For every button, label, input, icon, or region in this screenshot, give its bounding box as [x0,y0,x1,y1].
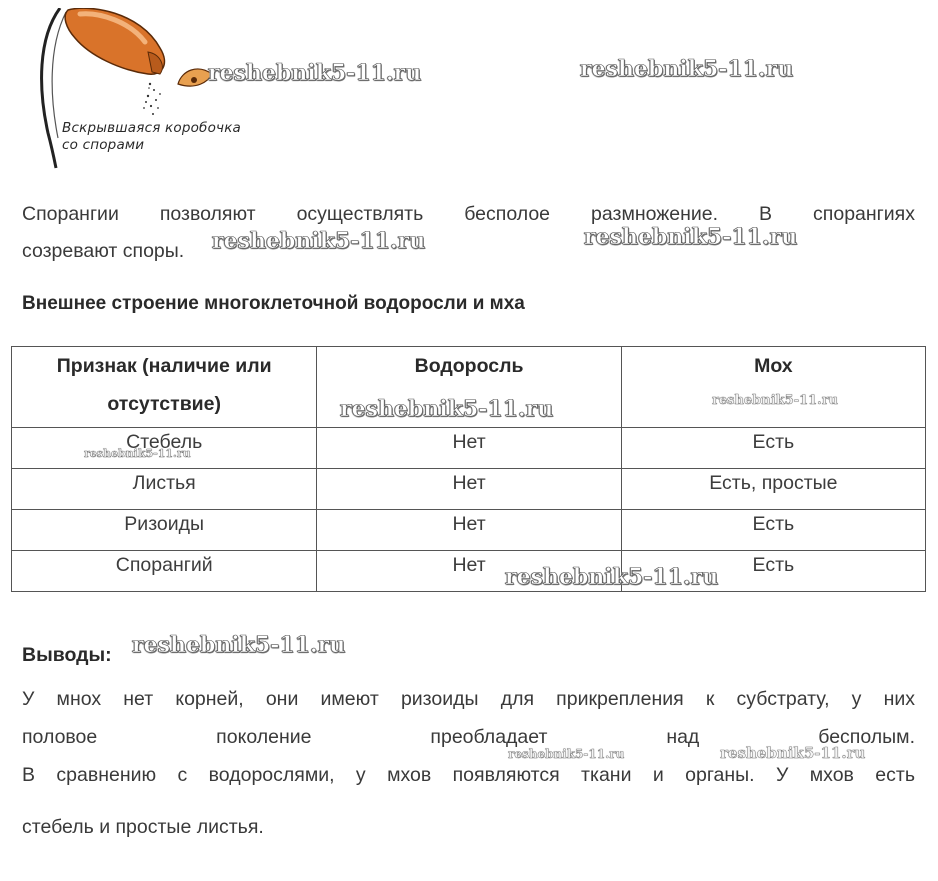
table-row [12,551,926,592]
watermark: reshebnik5-11.ru [712,393,839,408]
caption-line: Вскрывшаяся коробочка [62,120,242,136]
watermark: reshebnik5-11.ru [720,744,866,762]
paragraph-line: созревают споры. [22,240,185,262]
header-alga: Водоросль [317,347,621,428]
cell-moss: Есть [621,551,925,592]
watermark: reshebnik5-11.ru [212,228,426,254]
caption-line: со спорами [62,137,145,153]
cell-moss: Есть [621,428,925,469]
cell-moss: Есть, простые [621,469,925,510]
watermark: reshebnik5-11.ru [84,447,191,460]
paragraph-line: В сравнению с водорослями, у мхов появляются ткани и органы. У мхов есть [22,764,915,786]
watermark: reshebnik5-11.ru [580,56,794,82]
header-trait: Признак (наличие или отсутствие) [12,347,317,428]
table-row [12,469,926,510]
paragraph-line: Спорангии позволяют осуществлять бесполое размножение. В спорангиях [22,203,915,225]
cell-trait: Стебель [12,428,317,469]
header-moss: Мох [621,347,925,428]
cell-alga: Нет [317,469,621,510]
watermark: reshebnik5-11.ru [508,747,625,761]
watermark: reshebnik5-11.ru [132,632,346,658]
watermark: reshebnik5-11.ru [505,564,719,590]
cell-trait: Листья [12,469,317,510]
cell-trait: Спорангий [12,551,317,592]
conclusions-label: Выводы: [22,644,112,666]
comparison-table [11,346,926,592]
cell-alga: Нет [317,510,621,551]
watermark: reshebnik5-11.ru [208,60,422,86]
cell-moss: Есть [621,510,925,551]
table-heading: Внешнее строение многоклеточной водоросли и мха [22,293,525,314]
watermark: reshebnik5-11.ru [340,396,554,422]
paragraph-line: стебель и простые листья. [22,816,264,838]
illustration-caption [62,120,282,154]
cell-alga: Нет [317,551,621,592]
paragraph-line: У мнох нет корней, они имеют ризоиды для прикрепления к субстрату, у них [22,688,915,710]
watermark: reshebnik5-11.ru [584,224,798,250]
paragraph-line: половое поколение преобладает над бесполым. [22,726,915,748]
table-row [12,510,926,551]
cell-alga: Нет [317,428,621,469]
cell-trait: Ризоиды [12,510,317,551]
